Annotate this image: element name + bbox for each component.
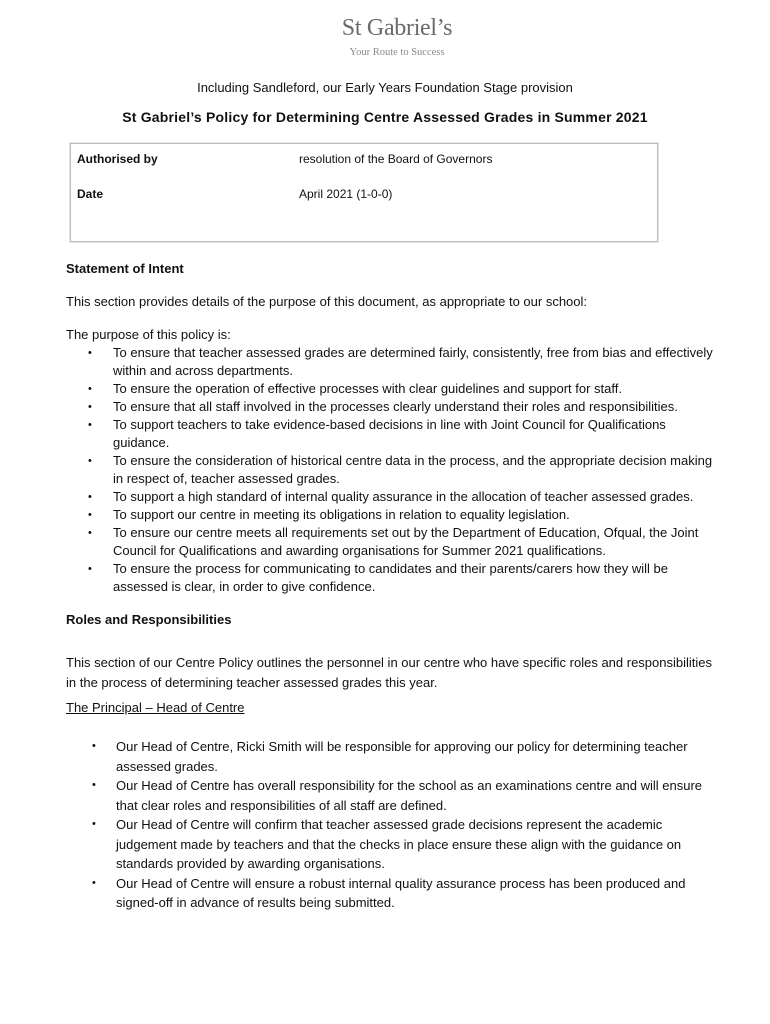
intent-list [66,344,716,596]
bullet-icon: • [88,455,92,467]
bullet-icon: • [92,740,96,752]
bullet-icon: • [88,491,92,503]
list-item: • Our Head of Centre has overall responsibility for the school as an examinations centre and will ensure that clear roles and responsibilities of all staff are defined. [92,778,703,813]
authorised-by-label: Authorised by [77,152,158,166]
document-title: St Gabriel’s Policy for Determining Centre Assessed Grades in Summer 2021 [122,109,648,125]
list-item: • To ensure that all staff involved in the processes clearly understand their roles and responsibilities. [88,399,678,414]
list-item: • To support a high standard of internal quality assurance in the allocation of teacher assessed grades. [88,489,694,504]
principal-list [66,737,716,913]
document-body [66,260,716,913]
bullet-icon: • [88,563,92,575]
date-label: Date [77,187,104,201]
logo-tagline: Your Route to Success [349,47,445,58]
list-item: • To ensure the process for communicating to candidates and their parents/carers how they will be assessed is clear, in order to give confidence. [88,561,668,594]
list-item: • To ensure the operation of effective processes with clear guidelines and support for staff. [88,381,622,396]
bullet-icon: • [92,818,96,830]
list-item: • To support teachers to take evidence-based decisions in line with Joint Council for Qualifications guidance. [88,417,666,450]
document-subtitle: Including Sandleford, our Early Years Foundation Stage provision [197,80,573,95]
roles-intro: This section of our Centre Policy outlines the personnel in our centre who have specific roles and responsibilities in the process of determining teacher assessed grades this year. [66,655,713,690]
bullet-icon: • [88,509,92,521]
list-item: • Our Head of Centre will confirm that teacher assessed grade decisions represent the academic judgement made by teachers and that the checks in place ensure these align with the guidance on standards provided by awarding organisations. [92,817,682,871]
list-item: • To support our centre in meeting its obligations in relation to equality legislation. [88,507,570,522]
list-item: • Our Head of Centre, Ricki Smith will be responsible for approving our policy for determining teacher assessed grades. [92,739,688,774]
statement-of-intent-heading: Statement of Intent [66,261,184,276]
bullet-icon: • [88,527,92,539]
list-item: • To ensure our centre meets all requirements set out by the Department of Education, Ofqual, the Joint Council for Qualifications and awarding organisations for Summer 2021 qualifications. [88,525,699,558]
date-value: April 2021 (1-0-0) [299,187,393,201]
roles-heading: Roles and Responsibilities [66,612,232,627]
bullet-icon: • [92,779,96,791]
logo-name: St Gabriel’s [341,15,453,41]
bullet-icon: • [88,347,92,359]
school-logo [0,14,770,60]
bullet-icon: • [88,383,92,395]
authorisation-table [70,143,658,242]
bullet-icon: • [92,876,96,889]
bullet-icon: • [88,401,92,413]
bullet-icon: • [88,419,92,431]
principal-subheading: The Principal – Head of Centre [66,700,245,715]
list-item: • To ensure the consideration of historical centre data in the process, and the appropriate decision making in respect of, teacher assessed grades. [88,453,713,486]
list-item: • Our Head of Centre will ensure a robust internal quality assurance process has been produced and signed-off in advance of results being submitted. [92,875,686,910]
intent-intro: This section provides details of the purpose of this document, as appropriate to our school: [66,294,588,309]
intent-lead: The purpose of this policy is: [66,327,231,342]
authorised-by-value: resolution of the Board of Governors [299,152,493,166]
list-item: • To ensure that teacher assessed grades are determined fairly, consistently, free from bias and effectively within and across departments. [88,345,713,378]
